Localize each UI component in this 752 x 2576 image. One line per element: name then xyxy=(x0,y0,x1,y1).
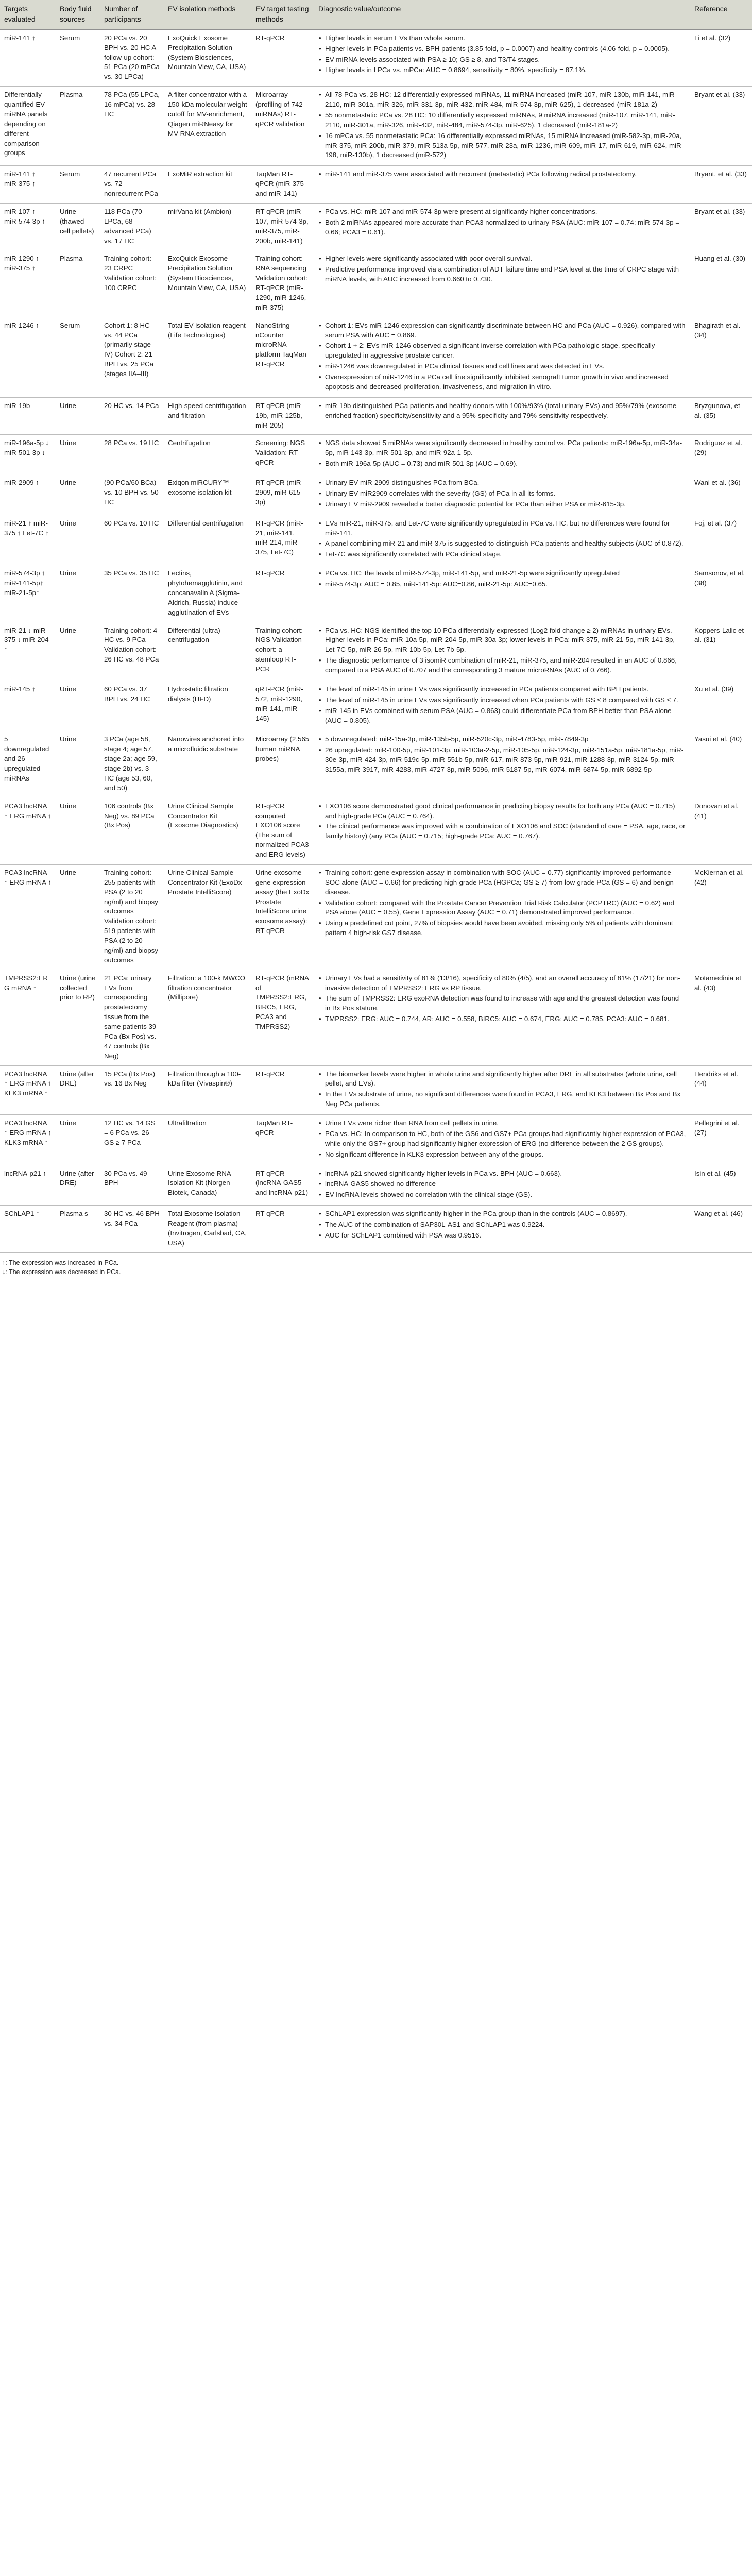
table-row xyxy=(0,798,752,864)
cell-participants: 28 PCa vs. 19 HC xyxy=(100,435,164,474)
cell-target: miR-21 ↑ miR-375 ↑ Let-7C ↑ xyxy=(0,515,56,565)
cell-isolation: Total EV isolation reagent (Life Technologies) xyxy=(164,317,251,397)
cell-source: Urine xyxy=(56,474,100,515)
cell-outcome xyxy=(314,87,690,166)
outcome-item: • lncRNA-p21 showed significantly higher levels in PCa vs. BPH (AUC = 0.663). xyxy=(318,1169,686,1179)
cell-outcome xyxy=(314,1206,690,1253)
outcome-item: • Cohort 1 + 2: EVs miR-1246 observed a significant inverse correlation with PCa pathologic stage, specifically upregulated in aggressive prostate cancer. xyxy=(318,341,686,361)
biomarker-table xyxy=(0,0,752,1253)
cell-target: lncRNA-p21 ↑ xyxy=(0,1165,56,1206)
cell-target: miR-1290 ↑ miR-375 ↑ xyxy=(0,250,56,317)
outcome-item: • 16 mPCa vs. 55 nonmetastatic PCa: 16 differentially expressed miRNAs, 15 miRNA increased (miR-582-3p, miR-20a, miR-375, miR-200b, miR-379, miR-513a-5p, miR-577, miR-23a, miR-1236, miR-609, miR-17, miR-619, miR-624, miR-198, miR-130b), 1 decreased (miR-572) xyxy=(318,131,686,161)
table-row xyxy=(0,317,752,397)
cell-isolation: Urine Clinical Sample Concentrator Kit (Exosome Diagnostics) xyxy=(164,798,251,864)
cell-isolation: Differential (ultra) centrifugation xyxy=(164,622,251,681)
cell-testing: RT-qPCR xyxy=(251,29,314,87)
cell-testing: NanoString nCounter microRNA platform TaqMan RT-qPCR xyxy=(251,317,314,397)
outcome-item: • PCa vs. HC: the levels of miR-574-3p, miR-141-5p, and miR-21-5p were significantly upregulated xyxy=(318,569,686,579)
page xyxy=(0,0,752,1280)
cell-isolation: Filtration through a 100-kDa filter (Vivaspin®) xyxy=(164,1065,251,1115)
outcome-item: • Urinary EV miR-2909 revealed a better diagnostic potential for PCa than either PSA or miR-615-3p. xyxy=(318,500,686,510)
cell-testing: qRT-PCR (miR-572, miR-1290, miR-141, miR-145) xyxy=(251,681,314,731)
cell-testing: RT-qPCR (miR-21, miR-141, miR-214, miR-375, Let-7C) xyxy=(251,515,314,565)
outcome-item: • The level of miR-145 in urine EVs was significantly increased when PCa patients with GS ≤ 8 compared with GS ≤ 7. xyxy=(318,696,686,705)
outcome-item: • In the EVs substrate of urine, no significant differences were found in PCA3, ERG, and KLK3 between Bx Pos and Bx Neg PCa patients. xyxy=(318,1090,686,1109)
cell-target: miR-2909 ↑ xyxy=(0,474,56,515)
cell-reference[interactable]: Bryant et al. (33) xyxy=(690,203,752,250)
cell-participants: 30 PCa vs. 49 BPH xyxy=(100,1165,164,1206)
outcome-item: • Overexpression of miR-1246 in a PCa cell line significantly inhibited xenograft tumor growth in vivo and increased apoptosis and decreased proliferation, invasiveness, and migration in vitro. xyxy=(318,372,686,392)
outcome-item: • miR-145 in EVs combined with serum PSA (AUC = 0.863) could differentiate PCa from BPH better than PSA alone (AUC = 0.805). xyxy=(318,706,686,726)
cell-isolation: Total Exosome Isolation Reagent (from plasma) (Invitrogen, Carlsbad, CA, USA) xyxy=(164,1206,251,1253)
cell-source: Urine xyxy=(56,565,100,622)
cell-source: Urine (after DRE) xyxy=(56,1065,100,1115)
cell-testing: Screening: NGS Validation: RT-qPCR xyxy=(251,435,314,474)
cell-outcome xyxy=(314,203,690,250)
header-isolation: EV isolation methods xyxy=(164,0,251,29)
cell-target: miR-21 ↓ miR-375 ↓ miR-204 ↑ xyxy=(0,622,56,681)
cell-testing: RT-qPCR xyxy=(251,1206,314,1253)
outcome-list xyxy=(318,626,686,675)
cell-target: PCA3 lncRNA ↑ ERG mRNA ↑ xyxy=(0,864,56,970)
cell-source: Urine xyxy=(56,798,100,864)
table-row xyxy=(0,515,752,565)
table-row xyxy=(0,250,752,317)
outcome-list xyxy=(318,974,686,1024)
cell-participants: 106 controls (Bx Neg) vs. 89 PCa (Bx Pos) xyxy=(100,798,164,864)
outcome-list xyxy=(318,1118,686,1160)
table-row xyxy=(0,622,752,681)
outcome-list xyxy=(318,170,686,179)
cell-reference[interactable]: Bhagirath et al. (34) xyxy=(690,317,752,397)
cell-reference[interactable]: Xu et al. (39) xyxy=(690,681,752,731)
outcome-item: • miR-141 and miR-375 were associated with recurrent (metastatic) PCa following radical prostatectomy. xyxy=(318,170,686,179)
outcome-item: • The biomarker levels were higher in whole urine and significantly higher after DRE in all substrates (whole urine, cell pellet, and EVs). xyxy=(318,1070,686,1089)
cell-reference[interactable]: Foj, et al. (37) xyxy=(690,515,752,565)
outcome-item: • Higher levels were significantly associated with poor overall survival. xyxy=(318,254,686,264)
cell-isolation: A filter concentrator with a 150-kDa molecular weight cutoff for MV-enrichment, Qiagen miRNeasy for MV-RNA extraction xyxy=(164,87,251,166)
table-row xyxy=(0,29,752,87)
outcome-list xyxy=(318,868,686,938)
outcome-item: • Urinary EV miR-2909 distinguishes PCa from BCa. xyxy=(318,478,686,488)
cell-source: Urine xyxy=(56,435,100,474)
cell-participants: 47 recurrent PCa vs. 72 nonrecurrent PCa xyxy=(100,166,164,204)
cell-testing: RT-qPCR (miR-107, miR-574-3p, miR-375, miR-200b, miR-141) xyxy=(251,203,314,250)
outcome-list xyxy=(318,207,686,238)
header-targets: Targets evaluated xyxy=(0,0,56,29)
cell-testing: Microarray (2,565 human miRNA probes) xyxy=(251,731,314,798)
table-row xyxy=(0,681,752,731)
cell-testing: RT-qPCR (miR-19b, miR-125b, miR-205) xyxy=(251,397,314,435)
cell-isolation: ExoMiR extraction kit xyxy=(164,166,251,204)
outcome-item: • TMPRSS2: ERG: AUC = 0.744, AR: AUC = 0.558, BIRC5: AUC = 0.674, ERG: AUC = 0.785, PCA3: AUC = 0.681. xyxy=(318,1014,686,1024)
cell-isolation: Filtration: a 100-k MWCO filtration concentrator (Millipore) xyxy=(164,970,251,1065)
cell-target: miR-141 ↑ miR-375 ↑ xyxy=(0,166,56,204)
cell-isolation: mirVana kit (Ambion) xyxy=(164,203,251,250)
cell-isolation: Differential centrifugation xyxy=(164,515,251,565)
cell-source: Urine xyxy=(56,864,100,970)
cell-isolation: Ultrafiltration xyxy=(164,1115,251,1165)
table-row xyxy=(0,970,752,1065)
header-reference: Reference xyxy=(690,0,752,29)
outcome-item: • PCa vs. HC: miR-107 and miR-574-3p were present at significantly higher concentrations. xyxy=(318,207,686,217)
cell-participants: 35 PCa vs. 35 HC xyxy=(100,565,164,622)
cell-source: Urine xyxy=(56,397,100,435)
outcome-list xyxy=(318,1169,686,1200)
header-outcome: Diagnostic value/outcome xyxy=(314,0,690,29)
cell-target: miR-574-3p ↑ miR-141-5p↑ miR-21-5p↑ xyxy=(0,565,56,622)
table-row xyxy=(0,87,752,166)
cell-isolation: Urine Exosome RNA Isolation Kit (Norgen Biotek, Canada) xyxy=(164,1165,251,1206)
cell-participants: 20 PCa vs. 20 BPH vs. 20 HC A follow-up cohort: 51 PCa (20 mPCa vs. 30 LPCa) xyxy=(100,29,164,87)
outcome-item: • EXO106 score demonstrated good clinical performance in predicting biopsy results for both any PCa (AUC = 0.715) and high-grade PCa (AUC = 0.764). xyxy=(318,802,686,821)
cell-target: miR-19b xyxy=(0,397,56,435)
cell-testing: RT-qPCR (mRNA of TMPRSS2:ERG, BIRC5, ERG, PCA3 and TMPRSS2) xyxy=(251,970,314,1065)
outcome-list xyxy=(318,569,686,589)
cell-reference[interactable]: Yasui et al. (40) xyxy=(690,731,752,798)
cell-outcome xyxy=(314,1115,690,1165)
table-row xyxy=(0,166,752,204)
cell-target: PCA3 lncRNA ↑ ERG mRNA ↑ xyxy=(0,798,56,864)
cell-reference[interactable]: Donovan et al. (41) xyxy=(690,798,752,864)
cell-source: Urine xyxy=(56,681,100,731)
cell-outcome xyxy=(314,29,690,87)
cell-source: Serum xyxy=(56,29,100,87)
cell-target: miR-145 ↑ xyxy=(0,681,56,731)
outcome-item: • Both 2 miRNAs appeared more accurate than PCA3 normalized to urinary PSA (AUC: miR-107 = 0.74; miR-574-3p = 0.66; PCA3 = 0.61). xyxy=(318,218,686,238)
cell-testing: RT-qPCR xyxy=(251,1065,314,1115)
cell-reference[interactable]: Isin et al. (45) xyxy=(690,1165,752,1206)
table-row xyxy=(0,1206,752,1253)
outcome-list xyxy=(318,254,686,284)
cell-testing: Urine exosome gene expression assay (the ExoDx Prostate IntelliScore urine exosome assay): RT-qPCR xyxy=(251,864,314,970)
header-participants: Number of participants xyxy=(100,0,164,29)
cell-source: Urine (thawed cell pellets) xyxy=(56,203,100,250)
cell-source: Plasma xyxy=(56,87,100,166)
table-row xyxy=(0,474,752,515)
table-header xyxy=(0,0,752,29)
cell-outcome xyxy=(314,515,690,565)
cell-target: Differentially quantified EV miRNA panels depending on different comparison groups xyxy=(0,87,56,166)
outcome-item: • Both miR-196a-5p (AUC = 0.73) and miR-501-3p (AUC = 0.69). xyxy=(318,459,686,469)
cell-testing: RT-qPCR xyxy=(251,565,314,622)
cell-reference[interactable]: Hendriks et al. (44) xyxy=(690,1065,752,1115)
table-row xyxy=(0,1115,752,1165)
outcome-list xyxy=(318,685,686,726)
outcome-list xyxy=(318,1070,686,1110)
outcome-item: • miR-1246 was downregulated in PCa clinical tissues and cell lines and was detected in EVs. xyxy=(318,362,686,371)
cell-outcome xyxy=(314,474,690,515)
outcome-item: • Urinary EVs had a sensitivity of 81% (13/16), specificity of 80% (4/5), and an overall accuracy of 81% (17/21) for non-invasive detection of TMPRSS2: ERG vs RP tissue. xyxy=(318,974,686,993)
cell-source: Urine xyxy=(56,731,100,798)
cell-isolation: High-speed centrifugation and filtration xyxy=(164,397,251,435)
cell-participants: Training cohort: 23 CRPC Validation cohort: 100 CRPC xyxy=(100,250,164,317)
cell-participants: 3 PCa (age 58, stage 4; age 57, stage 2a; age 59, stage 2b) vs. 3 HC (age 53, 60, and 50) xyxy=(100,731,164,798)
cell-source: Plasma s xyxy=(56,1206,100,1253)
outcome-item: • All 78 PCa vs. 28 HC: 12 differentially expressed miRNAs, 11 miRNA increased (miR-107, miR-130b, miR-141, miR-2110, miR-301a, miR-326, miR-331-3p, miR-432, miR-484, miR-574-3p, miR-625), 1 decreased (miR-181a-2) xyxy=(318,90,686,110)
outcome-item: • Urinary EV miR2909 correlates with the severity (GS) of PCa in all its forms. xyxy=(318,489,686,499)
outcome-item: • AUC for SChLAP1 combined with PSA was 0.9516. xyxy=(318,1231,686,1241)
cell-reference[interactable]: Bryzgunova, et al. (35) xyxy=(690,397,752,435)
cell-target: PCA3 lncRNA ↑ ERG mRNA ↑ KLK3 mRNA ↑ xyxy=(0,1065,56,1115)
cell-outcome xyxy=(314,622,690,681)
outcome-list xyxy=(318,401,686,421)
outcome-item: • The diagnostic performance of 3 isomiR combination of miR-21, miR-375, and miR-204 resulted in an AUC of 0.866, compared to a PSA AUC of 0.707 and the corresponding 3 mature microRNAs (AUC of 0.766). xyxy=(318,656,686,675)
outcome-list xyxy=(318,519,686,560)
cell-participants: (90 PCa/60 BCa) vs. 10 BPH vs. 50 HC xyxy=(100,474,164,515)
outcome-item: • EV miRNA levels associated with PSA ≥ 10; GS ≥ 8, and T3/T4 stages. xyxy=(318,55,686,65)
outcome-list xyxy=(318,33,686,76)
cell-target: TMPRSS2:ERG mRNA ↑ xyxy=(0,970,56,1065)
cell-target: miR-1246 ↑ xyxy=(0,317,56,397)
outcome-item: • Predictive performance improved via a combination of ADT failure time and PSA level at the time of CRPC stage with miRNA levels, with AUC increased from 0.660 to 0.730. xyxy=(318,265,686,284)
cell-isolation: ExoQuick Exosome Precipitation Solution (System Biosciences, Mountain View, CA, USA) xyxy=(164,250,251,317)
cell-outcome xyxy=(314,1065,690,1115)
footnote-decreased: ↓: The expression was decreased in PCa. xyxy=(2,1268,121,1276)
table-row xyxy=(0,435,752,474)
cell-isolation: Urine Clinical Sample Concentrator Kit (ExoDx Prostate IntelliScore) xyxy=(164,864,251,970)
cell-reference[interactable]: Wani et al. (36) xyxy=(690,474,752,515)
cell-testing: TaqMan RT-qPCR (miR-375 and miR-141) xyxy=(251,166,314,204)
cell-reference[interactable]: Rodriguez et al. (29) xyxy=(690,435,752,474)
table-row xyxy=(0,203,752,250)
cell-target: 5 downregulated and 26 upregulated miRNAs xyxy=(0,731,56,798)
cell-isolation: Hydrostatic filtration dialysis (HFD) xyxy=(164,681,251,731)
table-body xyxy=(0,29,752,1252)
cell-reference[interactable]: Pellegrini et al. (27) xyxy=(690,1115,752,1165)
cell-isolation: Exiqon miRCURY™ exosome isolation kit xyxy=(164,474,251,515)
cell-isolation: Centrifugation xyxy=(164,435,251,474)
outcome-item: • 5 downregulated: miR-15a-3p, miR-135b-5p, miR-520c-3p, miR-4783-5p, miR-7849-3p xyxy=(318,735,686,744)
cell-target: SChLAP1 ↑ xyxy=(0,1206,56,1253)
cell-source: Urine xyxy=(56,622,100,681)
cell-participants: Training cohort: 255 patients with PSA (2 to 20 ng/ml) and biopsy outcomes Validation cohort: 519 patients with PSA (2 to 20 ng/ml) and biopsy outcomes xyxy=(100,864,164,970)
table-row xyxy=(0,565,752,622)
outcome-item: • PCa vs. HC: In comparison to HC, both of the GS6 and GS7+ PCa groups had significantly higher expression of PCA3, while only the GS7+ group had significantly higher expression of ERG (no difference between the 2 GS groups). xyxy=(318,1129,686,1149)
cell-reference[interactable]: Motamedinia et al. (43) xyxy=(690,970,752,1065)
outcome-item: • The AUC of the combination of SAP30L-AS1 and SChLAP1 was 0.9224. xyxy=(318,1220,686,1230)
cell-target: miR-196a-5p ↓ miR-501-3p ↓ xyxy=(0,435,56,474)
outcome-item: • SChLAP1 expression was significantly higher in the PCa group than in the controls (AUC = 0.8697). xyxy=(318,1209,686,1219)
cell-outcome xyxy=(314,864,690,970)
cell-testing: Training cohort: RNA sequencing Validation cohort: RT-qPCR (miR-1290, miR-1246, miR-375) xyxy=(251,250,314,317)
cell-reference[interactable]: Samsonov, et al. (38) xyxy=(690,565,752,622)
cell-source: Plasma xyxy=(56,250,100,317)
cell-outcome xyxy=(314,731,690,798)
outcome-item: • Cohort 1: EVs miR-1246 expression can significantly discriminate between HC and PCa (AUC = 0.926), compared with serum PSA with AUC = 0.869. xyxy=(318,321,686,341)
cell-testing: RT-qPCR (lncRNA-GAS5 and lncRNA-p21) xyxy=(251,1165,314,1206)
footnote-increased: ↑: The expression was increased in PCa. xyxy=(2,1259,119,1266)
outcome-item: • 26 upregulated: miR-100-5p, miR-101-3p, miR-103a-2-5p, miR-105-5p, miR-124-3p, miR-151a-5p, miR-181a-5p, miR-30e-3p, miR-424-3p, miR-519c-5p, miR-551b-5p, miR-617, miR-873-5p, miR-921, miR-1288-3p, miR-3124-5p, miR-3155a, miR-3917, miR-4283, miR-4727-3p, miR-5096, miR-5187-5p, miR-6074, miR-6874-5p, miR-6892-5p xyxy=(318,745,686,775)
cell-outcome xyxy=(314,166,690,204)
outcome-list xyxy=(318,1209,686,1241)
outcome-item: • Training cohort: gene expression assay in combination with SOC (AUC = 0.77) significantly improved performance SOC alone (AUC = 0.66) for predicting high-grade PCa (HGPCa; GS ≥ 7) from low-grade PCa (GS = 6) and benign disease. xyxy=(318,868,686,897)
outcome-item: • A panel combining miR-21 and miR-375 is suggested to distinguish PCa patients and healthy subjects (AUC of 0.872). xyxy=(318,539,686,549)
outcome-item: • NGS data showed 5 miRNAs were significantly decreased in healthy control vs. PCa patients: miR-196a-5p, miR-34a-5p, miR-143-3p, miR-501-3p, and miR-92a-1-5p. xyxy=(318,438,686,458)
cell-source: Serum xyxy=(56,166,100,204)
cell-participants: 12 HC vs. 14 GS = 6 PCa vs. 26 GS ≥ 7 PCa xyxy=(100,1115,164,1165)
outcome-item: • 55 nonmetastatic PCa vs. 28 HC: 10 differentially expressed miRNAs, 9 miRNA increased (miR-107, miR-141, miR-2110, miR-301a, miR-326, miR-432, miR-484, miR-574-3p, miR-625), 1 decreased (miR-181a-2) xyxy=(318,111,686,130)
cell-participants: 118 PCa (70 LPCa, 68 advanced PCa) vs. 17 HC xyxy=(100,203,164,250)
cell-outcome xyxy=(314,798,690,864)
outcome-item: • EVs miR-21, miR-375, and Let-7C were significantly upregulated in PCa vs. HC, but no differences were found for miR-141. xyxy=(318,519,686,538)
outcome-item: • Higher levels in PCa patients vs. BPH patients (3.85-fold, p = 0.0007) and healthy controls (4.06-fold, p = 0.0005). xyxy=(318,44,686,54)
cell-outcome xyxy=(314,565,690,622)
cell-participants: 60 PCa vs. 10 HC xyxy=(100,515,164,565)
cell-participants: Training cohort: 4 HC vs. 9 PCa Validation cohort: 26 HC vs. 48 PCa xyxy=(100,622,164,681)
outcome-item: • The level of miR-145 in urine EVs was significantly increased in PCa patients compared with BPH patients. xyxy=(318,685,686,694)
cell-outcome xyxy=(314,397,690,435)
outcome-item: • Validation cohort: compared with the Prostate Cancer Prevention Trial Risk Calculator (PCPTRC) (AUC = 0.62) and PSA alone (AUC = 0.55), Gene Expression Assay (AUC = 0.71) demonstrated improved performance. xyxy=(318,899,686,918)
outcome-item: • PCa vs. HC: NGS identified the top 10 PCa differentially expressed (Log2 fold change ≥ 2) miRNAs in urinary EVs. Higher levels in PCa: miR-10a-5p, miR-204-5p, miR-30a-3p; lower levels in PCa: miR-375, miR-21-5p, miR-141-3p, Let-7C-5p, miR-26-5p, miR-10b-5p, Let-7b-5p. xyxy=(318,626,686,655)
cell-participants: 60 PCa vs. 37 BPH vs. 24 HC xyxy=(100,681,164,731)
cell-target: miR-141 ↑ xyxy=(0,29,56,87)
cell-source: Urine (after DRE) xyxy=(56,1165,100,1206)
cell-reference[interactable]: Li et al. (32) xyxy=(690,29,752,87)
cell-testing: TaqMan RT-qPCR xyxy=(251,1115,314,1165)
cell-source: Urine xyxy=(56,1115,100,1165)
cell-target: miR-107 ↑ miR-574-3p ↑ xyxy=(0,203,56,250)
outcome-list xyxy=(318,438,686,469)
header-row xyxy=(0,0,752,29)
outcome-item: • Higher levels in LPCa vs. mPCa: AUC = 0.8694, sensitivity = 80%, specificity = 87.1%. xyxy=(318,65,686,75)
cell-reference[interactable]: Koppers-Lalic et al. (31) xyxy=(690,622,752,681)
outcome-item: • Using a predefined cut point, 27% of biopsies would have been avoided, missing only 5% of patients with dominant pattern 4 high-risk GS7 disease. xyxy=(318,919,686,938)
cell-testing: Training cohort: NGS Validation cohort: a stemloop RT-PCR xyxy=(251,622,314,681)
table-row xyxy=(0,864,752,970)
outcome-item: • Urine EVs were richer than RNA from cell pellets in urine. xyxy=(318,1118,686,1128)
cell-testing: RT-qPCR computed EXO106 score (The sum of normalized PCA3 and ERG levels) xyxy=(251,798,314,864)
outcome-item: • The clinical performance was improved with a combination of EXO106 and SOC (standard of care = PSA, age, race, or family history) (any PCa (AUC = 0.715; high-grade PCa: AUC = 0.767). xyxy=(318,822,686,841)
cell-outcome xyxy=(314,1165,690,1206)
cell-reference[interactable]: Bryant, et al. (33) xyxy=(690,166,752,204)
cell-outcome xyxy=(314,317,690,397)
cell-reference[interactable]: Wang et al. (46) xyxy=(690,1206,752,1253)
outcome-item: • miR-574-3p: AUC = 0.85, miR-141-5p: AUC=0.86, miR-21-5p: AUC=0.65. xyxy=(318,580,686,589)
outcome-item: • The sum of TMPRSS2: ERG exoRNA detection was found to increase with age and the greatest detection was found in Bx Pos stature. xyxy=(318,994,686,1013)
cell-reference[interactable]: Bryant et al. (33) xyxy=(690,87,752,166)
table-row xyxy=(0,1065,752,1115)
table-row xyxy=(0,731,752,798)
cell-outcome xyxy=(314,435,690,474)
cell-testing: Microarray (profiling of 742 miRNAs) RT-qPCR validation xyxy=(251,87,314,166)
cell-target: PCA3 lncRNA ↑ ERG mRNA ↑ KLK3 mRNA ↑ xyxy=(0,1115,56,1165)
outcome-item: • EV lncRNA levels showed no correlation with the clinical stage (GS). xyxy=(318,1190,686,1200)
cell-participants: 30 HC vs. 46 BPH vs. 34 PCa xyxy=(100,1206,164,1253)
cell-outcome xyxy=(314,681,690,731)
cell-participants: Cohort 1: 8 HC vs. 44 PCa (primarily stage IV) Cohort 2: 21 BPH vs. 25 PCa (stages IIA–III) xyxy=(100,317,164,397)
cell-reference[interactable]: Huang et al. (30) xyxy=(690,250,752,317)
cell-source: Urine xyxy=(56,515,100,565)
cell-outcome xyxy=(314,250,690,317)
cell-participants: 78 PCa (55 LPCa, 16 mPCa) vs. 28 HC xyxy=(100,87,164,166)
outcome-list xyxy=(318,735,686,775)
cell-participants: 20 HC vs. 14 PCa xyxy=(100,397,164,435)
outcome-item: • Let-7C was significantly correlated with PCa clinical stage. xyxy=(318,550,686,560)
footnotes xyxy=(0,1253,752,1281)
cell-isolation: ExoQuick Exosome Precipitation Solution (System Biosciences, Mountain View, CA, USA) xyxy=(164,29,251,87)
outcome-item: • No significant difference in KLK3 expression between any of the groups. xyxy=(318,1150,686,1160)
cell-participants: 21 PCa: urinary EVs from corresponding prostatectomy tissue from the same patients 39 PCa (Bx Pos) vs. 47 controls (Bx Neg) xyxy=(100,970,164,1065)
outcome-item: • Higher levels in serum EVs than whole serum. xyxy=(318,33,686,43)
cell-reference[interactable]: McKiernan et al. (42) xyxy=(690,864,752,970)
cell-source: Serum xyxy=(56,317,100,397)
cell-source: Urine (urine collected prior to RP) xyxy=(56,970,100,1065)
cell-isolation: Nanowires anchored into a microfluidic substrate xyxy=(164,731,251,798)
cell-testing: RT-qPCR (miR-2909, miR-615-3p) xyxy=(251,474,314,515)
table-row xyxy=(0,397,752,435)
outcome-item: • miR-19b distinguished PCa patients and healthy donors with 100%/93% (total urinary EVs) and 95%/79% (exosome-enriched fraction) specificity/sensitivity and a 95%-specificity and 79%-sensitivity respectively. xyxy=(318,401,686,421)
header-testing: EV target testing methods xyxy=(251,0,314,29)
outcome-list xyxy=(318,321,686,392)
cell-participants: 15 PCa (Bx Pos) vs. 16 Bx Neg xyxy=(100,1065,164,1115)
table-row xyxy=(0,1165,752,1206)
outcome-item: • lncRNA-GAS5 showed no difference xyxy=(318,1179,686,1189)
cell-outcome xyxy=(314,970,690,1065)
outcome-list xyxy=(318,802,686,842)
cell-isolation: Lectins, phytohemagglutinin, and concanavalin A (Sigma-Aldrich, Russia) induce agglutination of EVs xyxy=(164,565,251,622)
outcome-list xyxy=(318,90,686,160)
header-body-fluid: Body fluid sources xyxy=(56,0,100,29)
outcome-list xyxy=(318,478,686,510)
